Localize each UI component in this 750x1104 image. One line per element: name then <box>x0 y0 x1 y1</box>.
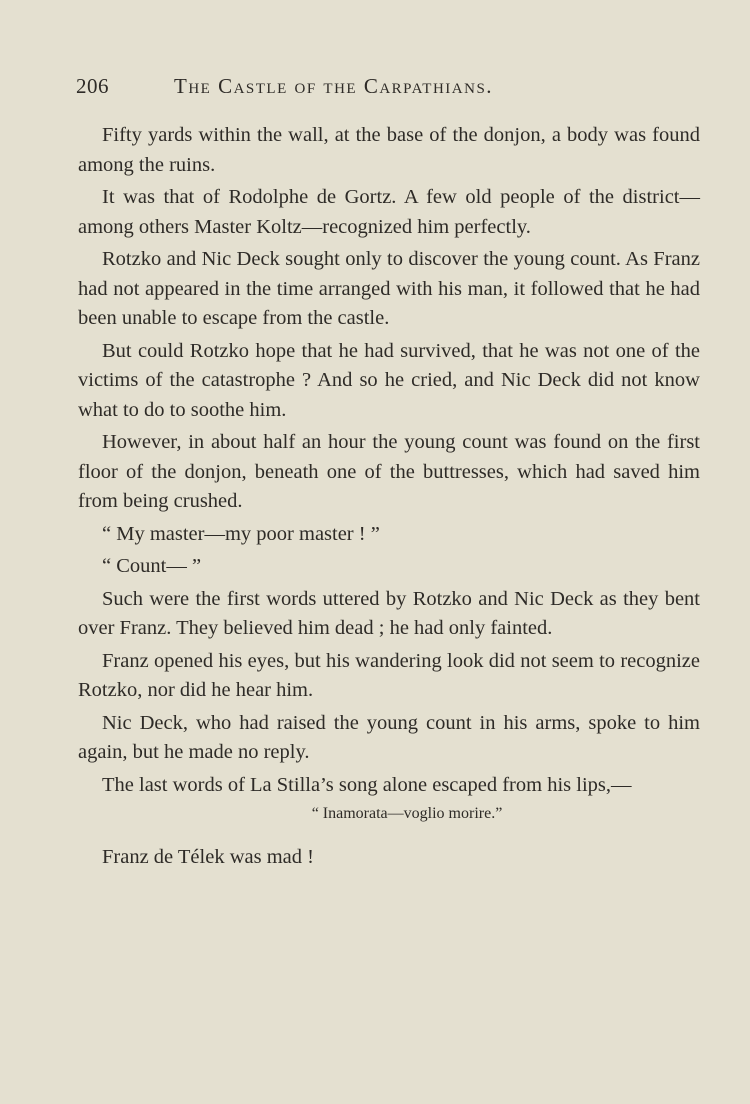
paragraph: Nic Deck, who had raised the young count in his arms, spoke to him again, but he made no reply. <box>78 711 700 763</box>
running-head <box>76 74 696 104</box>
paragraph: Fifty yards within the wall, at the base of the donjon, a body was found among the ruins. <box>78 124 700 176</box>
paragraph: Such were the first words uttered by Rotzko and Nic Deck as they bent over Franz. They believed him dead ; he had only fainted. <box>78 587 700 639</box>
paragraph: The last words of La Stilla’s song alone escaped from his lips,— <box>102 773 632 796</box>
song-quote: “ Inamorata—voglio morire.” <box>311 805 503 822</box>
paragraph: However, in about half an hour the young count was found on the first floor of the donjon, beneath one of the buttresses, which had saved him from being crushed. <box>78 431 700 512</box>
paragraph: It was that of Rodolphe de Gortz. A few old people of the district—among others Master Koltz—recognized him perfectly. <box>78 186 700 238</box>
closing-line: Franz de Télek was mad ! <box>102 846 314 868</box>
body-text <box>78 121 700 876</box>
dialogue-line: “ My master—my poor master ! ” <box>102 522 380 545</box>
paragraph: Rotzko and Nic Deck sought only to discover the young count. As Franz had not appeared in the time arranged with his man, it followed that he had been unable to escape from the castle. <box>78 248 700 329</box>
paragraph: But could Rotzko hope that he had survived, that he was not one of the victims of the catastrophe ? And so he cried, and Nic Deck did not know what to do to soothe him. <box>78 339 700 421</box>
paragraph: Franz opened his eyes, but his wandering look did not seem to recognize Rotzko, nor did he hear him. <box>78 649 700 701</box>
running-title: The Castle of the Carpathians. <box>174 74 494 98</box>
page-number: 206 <box>76 74 109 98</box>
dialogue-line: “ Count— ” <box>102 555 202 577</box>
